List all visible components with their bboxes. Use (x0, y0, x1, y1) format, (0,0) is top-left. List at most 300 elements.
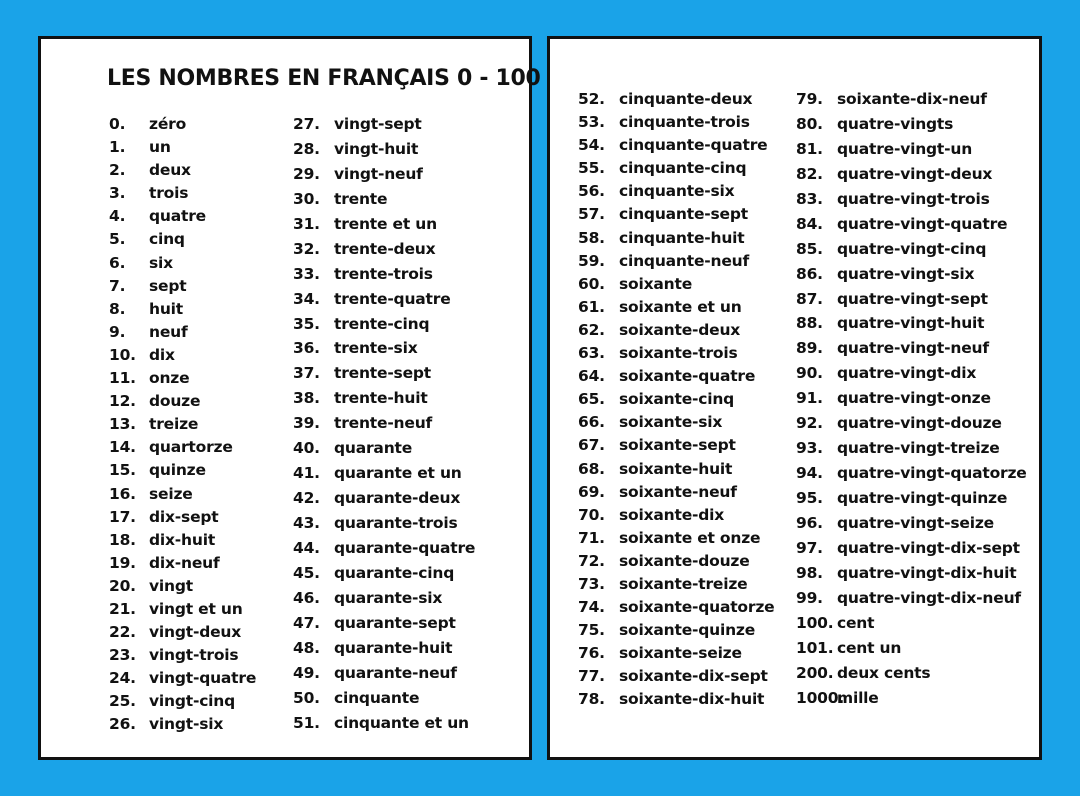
number-entry (578, 205, 774, 228)
number-word: soixante-sept (619, 436, 736, 455)
number-digits: 26. (109, 715, 136, 734)
number-entry (293, 315, 475, 340)
number-digits: 2. (109, 161, 126, 180)
number-entry (293, 215, 475, 240)
number-digits: 13. (109, 415, 136, 434)
number-word: soixante-six (619, 413, 723, 432)
number-entry (578, 390, 774, 413)
number-list-column-4 (796, 90, 1027, 713)
number-entry (578, 552, 774, 575)
number-word: vingt-deux (149, 623, 242, 642)
number-word: quatre-vingt-un (837, 139, 973, 158)
number-word: cinquante-deux (619, 90, 753, 108)
number-word: cinquante-cinq (619, 159, 747, 178)
number-entry (109, 577, 256, 600)
number-digits: 92. (796, 414, 823, 433)
number-entry (796, 364, 1027, 389)
number-digits: 50. (293, 688, 320, 707)
number-digits: 61. (578, 297, 605, 316)
number-entry (578, 436, 774, 459)
number-digits: 23. (109, 646, 136, 665)
number-word: cinquante (334, 688, 420, 707)
number-entry (796, 614, 1027, 639)
number-entry (109, 485, 256, 508)
number-entry (293, 689, 475, 714)
number-entry (578, 252, 774, 275)
number-entry (109, 715, 256, 738)
number-word: soixante-quatre (619, 367, 756, 386)
number-word: mille (837, 688, 879, 707)
number-word: cinquante-huit (619, 228, 745, 247)
number-digits: 41. (293, 464, 320, 483)
number-entry (293, 414, 475, 439)
number-entry (109, 554, 256, 577)
number-digits: 96. (796, 513, 823, 532)
number-digits: 10. (109, 345, 136, 364)
number-entry (109, 600, 256, 623)
number-word: quatre-vingt-douze (837, 414, 1002, 433)
number-word: quinze (149, 461, 206, 480)
number-digits: 58. (578, 228, 605, 247)
number-digits: 60. (578, 274, 605, 293)
number-word: deux (149, 161, 191, 180)
number-digits: 47. (293, 613, 320, 632)
number-digits: 80. (796, 114, 823, 133)
number-word: soixante-treize (619, 574, 748, 593)
number-entry (109, 646, 256, 669)
number-word: huit (149, 299, 183, 318)
number-entry (578, 136, 774, 159)
number-word: sept (149, 276, 187, 295)
number-digits: 43. (293, 514, 320, 532)
number-entry (578, 529, 774, 552)
number-entry (109, 531, 256, 554)
number-digits: 33. (293, 264, 320, 283)
number-word: vingt-trois (149, 646, 239, 665)
number-digits: 51. (293, 713, 320, 732)
number-word: soixante-trois (619, 344, 738, 363)
number-entry (578, 621, 774, 644)
number-digits: 37. (293, 364, 320, 383)
number-word: soixante-quatorze (619, 598, 775, 617)
number-entry (109, 323, 256, 346)
number-entry (578, 575, 774, 598)
number-digits: 87. (796, 289, 823, 308)
number-entry (796, 439, 1027, 464)
number-word: soixante (619, 274, 693, 293)
number-entry (578, 182, 774, 205)
number-digits: 39. (293, 414, 320, 433)
number-digits: 48. (293, 638, 320, 657)
left-page-card (38, 36, 541, 760)
number-entry (109, 669, 256, 692)
number-entry (293, 464, 475, 489)
number-word: quarante-cinq (334, 563, 455, 582)
number-entry (796, 639, 1027, 664)
number-word: dix-huit (149, 530, 216, 549)
number-word: treize (149, 415, 199, 434)
number-digits: 99. (796, 588, 823, 607)
number-word: soixante-dix (619, 505, 725, 524)
number-word: vingt (149, 576, 193, 595)
number-digits: 68. (578, 459, 605, 478)
number-digits: 89. (796, 339, 823, 358)
number-entry (109, 115, 256, 138)
number-digits: 44. (293, 538, 320, 557)
number-word: six (149, 253, 173, 272)
number-entry (293, 539, 475, 564)
number-digits: 8. (109, 299, 126, 318)
number-entry (578, 113, 774, 136)
number-entry (293, 589, 475, 614)
number-digits: 81. (796, 139, 823, 158)
number-entry (578, 321, 774, 344)
number-entry (796, 664, 1027, 689)
number-word: cinquante-quatre (619, 136, 768, 155)
number-entry (293, 140, 475, 165)
number-digits: 6. (109, 253, 126, 272)
number-word: quatre-vingt-six (837, 264, 975, 283)
number-word: quatre (149, 207, 206, 226)
number-entry (796, 290, 1027, 315)
number-digits: 75. (578, 621, 605, 640)
number-word: quatre-vingt-dix (837, 364, 977, 383)
number-entry (796, 489, 1027, 514)
number-digits: 74. (578, 598, 605, 617)
number-digits: 11. (109, 369, 136, 388)
number-word: trente-trois (334, 264, 433, 283)
number-entry (796, 140, 1027, 165)
number-digits: 62. (578, 320, 605, 339)
number-word: cent un (837, 638, 902, 657)
number-word: cinquante-neuf (619, 251, 750, 270)
number-entry (109, 161, 256, 184)
number-word: trente-neuf (334, 414, 433, 433)
number-entry (578, 598, 774, 621)
number-word: quatre-vingt-cinq (837, 239, 987, 258)
number-entry (796, 115, 1027, 140)
number-digits: 9. (109, 322, 126, 341)
number-entry (796, 240, 1027, 265)
number-word: un (149, 138, 171, 157)
number-entry (796, 389, 1027, 414)
number-word: quatre-vingt-deux (837, 164, 993, 183)
page-title: LES NOMBRES EN FRANÇAIS 0 - 100 (107, 66, 541, 91)
number-entry (293, 115, 475, 140)
number-entry (796, 689, 1027, 714)
number-entry (293, 165, 475, 190)
number-digits: 12. (109, 392, 136, 411)
number-digits: 55. (578, 159, 605, 178)
number-word: soixante-dix-huit (619, 690, 765, 709)
number-entry (578, 460, 774, 483)
number-entry (578, 90, 774, 113)
number-digits: 20. (109, 576, 136, 595)
number-word: cinq (149, 230, 185, 249)
number-word: quatre-vingt-quatorze (837, 464, 1027, 483)
number-word: quatre-vingt-dix-neuf (837, 588, 1021, 607)
number-word: quatre-vingt-dix-huit (837, 563, 1017, 582)
number-entry (293, 639, 475, 664)
number-word: soixante-cinq (619, 390, 735, 409)
number-word: quarante-quatre (334, 538, 476, 557)
number-entry (796, 90, 1027, 115)
number-entry (796, 414, 1027, 439)
number-entry (293, 240, 475, 265)
number-entry (796, 539, 1027, 564)
number-word: soixante-seize (619, 644, 742, 663)
number-word: quarante-trois (334, 514, 458, 532)
number-entry (109, 254, 256, 277)
number-word: quatre-vingt-sept (837, 289, 988, 308)
number-entry (293, 339, 475, 364)
number-digits: 79. (796, 90, 823, 108)
number-entry (796, 514, 1027, 539)
number-digits: 95. (796, 489, 823, 507)
number-digits: 69. (578, 482, 605, 501)
number-word: cinquante-trois (619, 113, 750, 132)
number-digits: 98. (796, 563, 823, 582)
number-digits: 42. (293, 489, 320, 508)
number-digits: 31. (293, 214, 320, 233)
number-entry (796, 190, 1027, 215)
number-digits: 30. (293, 189, 320, 208)
number-digits: 67. (578, 436, 605, 455)
number-digits: 64. (578, 367, 605, 386)
number-digits: 1. (109, 138, 126, 157)
number-entry (578, 275, 774, 298)
number-word: soixante-huit (619, 459, 733, 478)
number-word: trente-cinq (334, 314, 430, 333)
number-word: trente-six (334, 339, 418, 358)
number-entry (578, 229, 774, 252)
number-word: trois (149, 184, 189, 203)
number-word: trente-deux (334, 239, 436, 258)
number-digits: 24. (109, 669, 136, 688)
number-digits: 28. (293, 139, 320, 158)
number-digits: 34. (293, 289, 320, 308)
number-entry (796, 339, 1027, 364)
number-entry (109, 415, 256, 438)
number-word: quatre-vingts (837, 114, 954, 133)
number-digits: 76. (578, 644, 605, 663)
number-entry (109, 692, 256, 715)
number-digits: 101. (796, 638, 834, 657)
number-word: soixante-quinze (619, 621, 756, 640)
number-entry (109, 461, 256, 484)
number-entry (109, 277, 256, 300)
number-digits: 63. (578, 344, 605, 363)
number-digits: 73. (578, 574, 605, 593)
number-digits: 82. (796, 164, 823, 183)
number-entry (796, 589, 1027, 614)
number-digits: 17. (109, 507, 136, 526)
number-digits: 52. (578, 90, 605, 108)
number-word: neuf (149, 322, 188, 341)
number-entry (578, 483, 774, 506)
number-entry (578, 298, 774, 321)
number-word: dix (149, 345, 175, 364)
number-word: trente-huit (334, 389, 428, 408)
number-entry (578, 367, 774, 390)
number-entry (578, 413, 774, 436)
number-digits: 5. (109, 230, 126, 249)
number-word: quarante-huit (334, 638, 453, 657)
number-digits: 86. (796, 264, 823, 283)
number-digits: 32. (293, 239, 320, 258)
number-word: vingt-huit (334, 139, 419, 158)
number-word: trente-sept (334, 364, 431, 383)
number-digits: 14. (109, 438, 136, 457)
number-word: vingt-cinq (149, 692, 236, 711)
number-word: vingt-neuf (334, 164, 423, 183)
number-entry (796, 314, 1027, 339)
number-list-column-1 (109, 115, 256, 739)
number-word: vingt et un (149, 599, 243, 618)
number-word: cent (837, 613, 875, 632)
number-digits: 22. (109, 623, 136, 642)
number-digits: 90. (796, 364, 823, 383)
number-digits: 0. (109, 115, 126, 133)
number-digits: 1000. (796, 688, 845, 707)
number-word: quatre-vingt-trois (837, 189, 990, 208)
number-word: trente-quatre (334, 289, 451, 308)
number-digits: 59. (578, 251, 605, 270)
number-word: soixante et un (619, 297, 742, 316)
number-digits: 36. (293, 339, 320, 358)
number-word: quatre-vingt-quinze (837, 489, 1008, 507)
number-digits: 57. (578, 205, 605, 224)
number-entry (109, 138, 256, 161)
number-digits: 94. (796, 464, 823, 483)
number-entry (109, 207, 256, 230)
number-entry (796, 464, 1027, 489)
number-word: seize (149, 484, 193, 503)
number-entry (293, 364, 475, 389)
number-word: quarante-deux (334, 489, 461, 508)
number-digits: 15. (109, 461, 136, 480)
number-word: vingt-quatre (149, 669, 257, 688)
number-digits: 25. (109, 692, 136, 711)
number-word: trente (334, 189, 388, 208)
number-digits: 4. (109, 207, 126, 226)
number-digits: 7. (109, 276, 126, 295)
number-entry (109, 392, 256, 415)
number-digits: 70. (578, 505, 605, 524)
number-digits: 85. (796, 239, 823, 258)
number-word: quatre-vingt-treize (837, 439, 1000, 458)
number-entry (578, 506, 774, 529)
number-word: quarante (334, 439, 413, 458)
number-digits: 72. (578, 551, 605, 570)
number-entry (796, 165, 1027, 190)
number-digits: 29. (293, 164, 320, 183)
number-digits: 19. (109, 553, 136, 572)
number-digits: 88. (796, 314, 823, 333)
number-entry (109, 230, 256, 253)
number-digits: 53. (578, 113, 605, 132)
number-entry (796, 265, 1027, 290)
number-word: zéro (149, 115, 187, 133)
number-word: cinquante-six (619, 182, 735, 201)
number-digits: 93. (796, 439, 823, 458)
number-word: soixante-neuf (619, 482, 737, 501)
number-digits: 18. (109, 530, 136, 549)
number-digits: 100. (796, 613, 834, 632)
number-word: dix-neuf (149, 553, 220, 572)
number-digits: 3. (109, 184, 126, 203)
number-list-column-3 (578, 90, 774, 714)
number-word: douze (149, 392, 201, 411)
number-entry (578, 690, 774, 713)
number-entry (109, 369, 256, 392)
number-entry (578, 344, 774, 367)
number-word: soixante-dix-neuf (837, 90, 987, 108)
number-digits: 65. (578, 390, 605, 409)
number-entry (109, 623, 256, 646)
number-digits: 97. (796, 538, 823, 557)
number-digits: 35. (293, 314, 320, 333)
number-entry (578, 667, 774, 690)
number-word: quatre-vingt-seize (837, 513, 994, 532)
number-entry (293, 714, 475, 739)
number-entry (109, 300, 256, 323)
number-entry (578, 159, 774, 182)
number-digits: 78. (578, 690, 605, 709)
number-entry (109, 346, 256, 369)
number-word: quatre-vingt-huit (837, 314, 985, 333)
number-digits: 27. (293, 115, 320, 133)
number-entry (109, 184, 256, 207)
number-entry (578, 644, 774, 667)
number-digits: 38. (293, 389, 320, 408)
right-page-card (547, 36, 1042, 760)
number-word: trente et un (334, 214, 437, 233)
number-entry (796, 564, 1027, 589)
number-digits: 46. (293, 588, 320, 607)
number-entry (293, 190, 475, 215)
number-digits: 200. (796, 663, 834, 682)
number-word: cinquante-sept (619, 205, 748, 224)
number-entry (293, 439, 475, 464)
number-entry (293, 514, 475, 539)
number-word: quarante-neuf (334, 663, 457, 682)
number-digits: 84. (796, 214, 823, 233)
number-digits: 49. (293, 663, 320, 682)
number-word: quatre-vingt-dix-sept (837, 538, 1020, 557)
number-word: vingt-sept (334, 115, 422, 133)
number-digits: 71. (578, 528, 605, 547)
number-word: quatre-vingt-onze (837, 389, 991, 408)
number-digits: 54. (578, 136, 605, 155)
number-word: quarante-six (334, 588, 443, 607)
number-digits: 21. (109, 599, 136, 618)
number-list-column-2 (293, 115, 475, 738)
number-digits: 56. (578, 182, 605, 201)
number-word: quartorze (149, 438, 233, 457)
number-digits: 83. (796, 189, 823, 208)
number-digits: 91. (796, 389, 823, 408)
number-word: cinquante et un (334, 713, 469, 732)
number-entry (109, 508, 256, 531)
number-entry (293, 389, 475, 414)
number-word: soixante-deux (619, 320, 741, 339)
number-digits: 77. (578, 667, 605, 686)
number-word: onze (149, 369, 190, 388)
number-word: vingt-six (149, 715, 224, 734)
number-word: dix-sept (149, 507, 219, 526)
number-entry (293, 614, 475, 639)
